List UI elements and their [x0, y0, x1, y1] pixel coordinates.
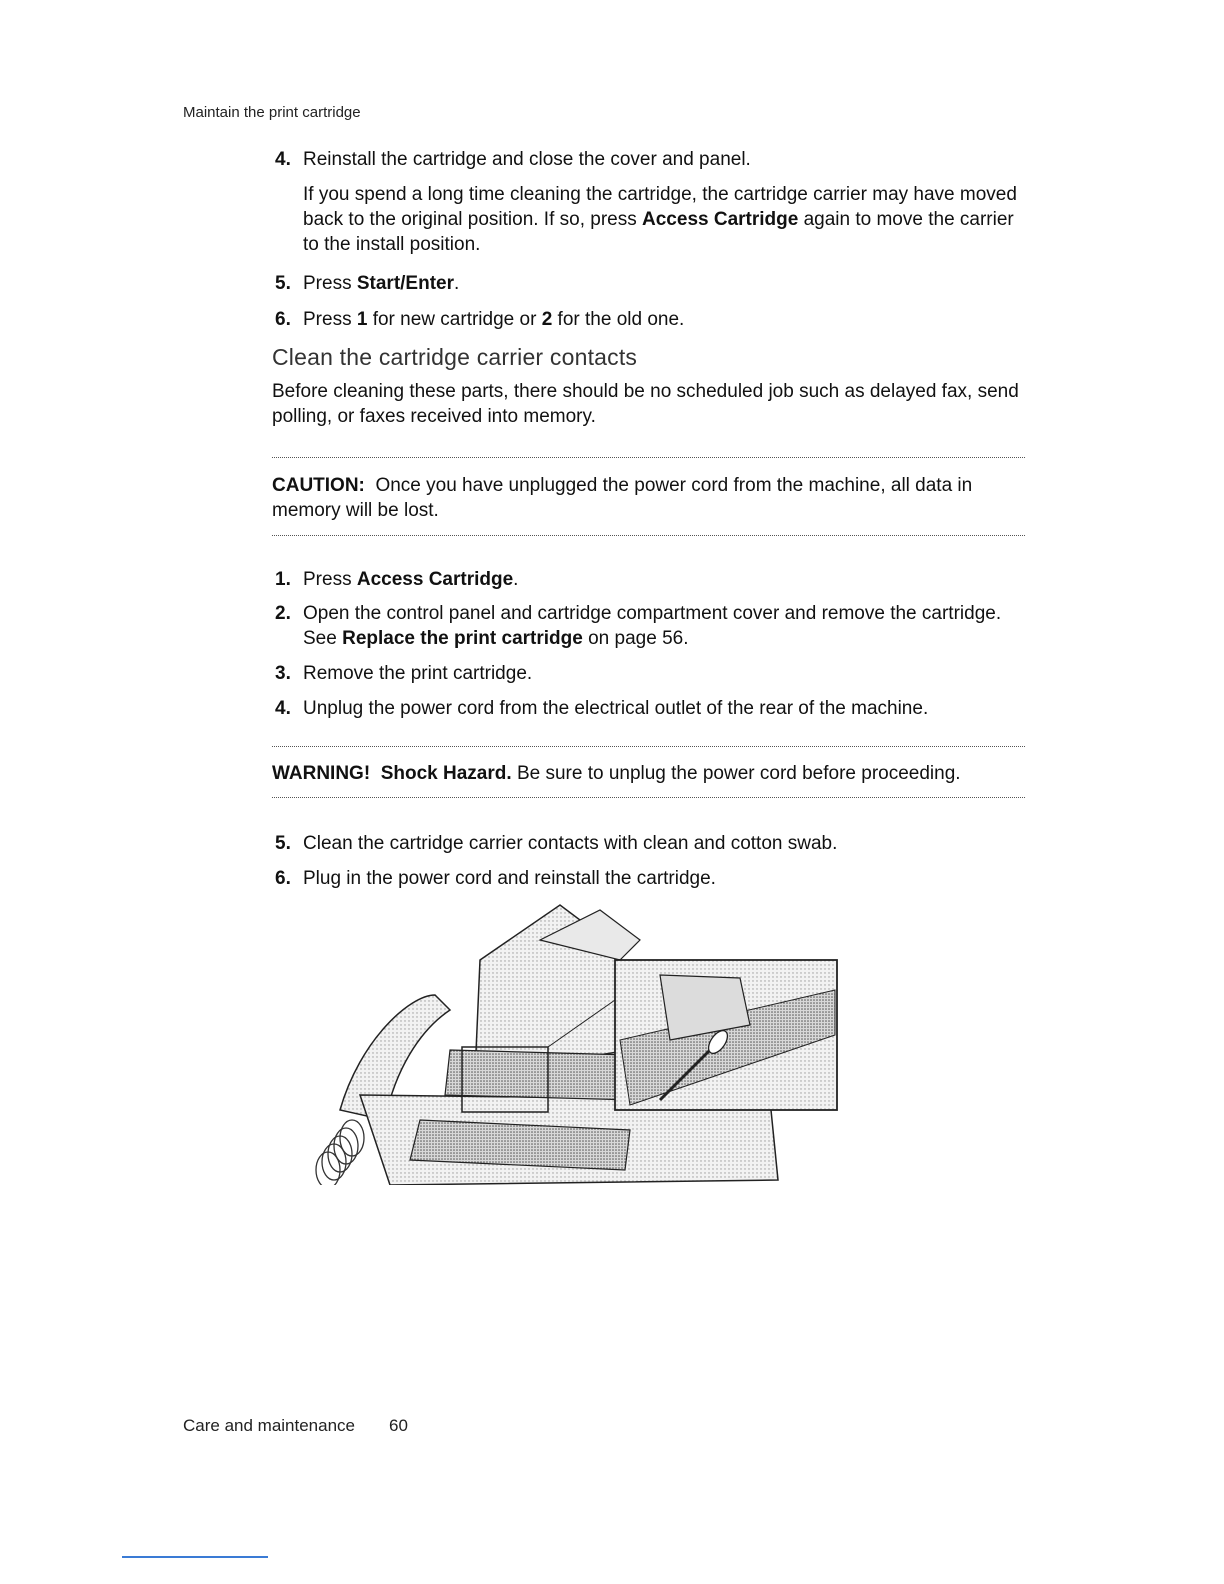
page-number: 60 — [389, 1416, 408, 1435]
bottom-accent-line — [122, 1556, 268, 1558]
section-title: Clean the cartridge carrier contacts — [272, 344, 638, 370]
footer-section: Care and maintenance — [183, 1416, 356, 1435]
warning-note: WARNING! Shock Hazard. Be sure to unplug the power cord before proceeding. — [272, 763, 961, 784]
caution-rule-bottom — [272, 535, 1025, 536]
step-5-top: 5. Press Start/Enter. — [275, 273, 460, 294]
step-4-note: If you spend a long time cleaning the cartridge, the cartridge carrier may have moved back to the original position. If so, press Access Cartridge again to move the carrier to the install position. — [303, 184, 1017, 255]
caution-label: CAUTION: — [272, 475, 365, 496]
step-4 — [275, 147, 1035, 172]
page-footer — [183, 1416, 408, 1436]
step-5: 5. Clean the cartridge carrier contacts with clean and cotton swab. — [275, 833, 838, 854]
warning-rule-top — [272, 746, 1025, 747]
step-number: 4. — [275, 149, 291, 170]
step-6: 6. Plug in the power cord and reinstall the cartridge. — [275, 868, 716, 889]
caution-note: CAUTION: Once you have unplugged the power cord from the machine, all data in memory will be lost. — [272, 475, 973, 521]
section-intro: Before cleaning these parts, there should be no scheduled job such as delayed fax, send polling, or faxes received into memory. — [272, 381, 1019, 427]
step-3: 3. Remove the print cartridge. — [275, 663, 533, 684]
step-6-top: 6. Press 1 for new cartridge or 2 for the old one. — [275, 309, 685, 330]
start-enter-button-ref: Start/Enter — [356, 273, 454, 294]
warning-rule-bottom — [272, 797, 1025, 798]
step-2: 2. Open the control panel and cartridge compartment cover and remove the cartridge. See Replace the print cartridge on page 56. — [275, 603, 1002, 649]
warning-label: WARNING! — [272, 763, 371, 784]
cartridge-compartment — [445, 1050, 635, 1100]
fax-machine-illustration — [300, 900, 845, 1185]
step-text: Reinstall the cartridge and close the cover and panel. — [303, 149, 751, 170]
access-cartridge-button-ref: Access Cartridge — [642, 209, 799, 230]
running-header: Maintain the print cartridge — [183, 104, 361, 121]
coiled-cord — [316, 1120, 364, 1185]
cross-reference-link[interactable]: Replace the print cartridge — [342, 628, 583, 649]
step-4b: 4. Unplug the power cord from the electrical outlet of the rear of the machine. — [275, 698, 929, 719]
caution-rule-top — [272, 457, 1025, 458]
step-1: 1. Press Access Cartridge. — [275, 569, 519, 590]
